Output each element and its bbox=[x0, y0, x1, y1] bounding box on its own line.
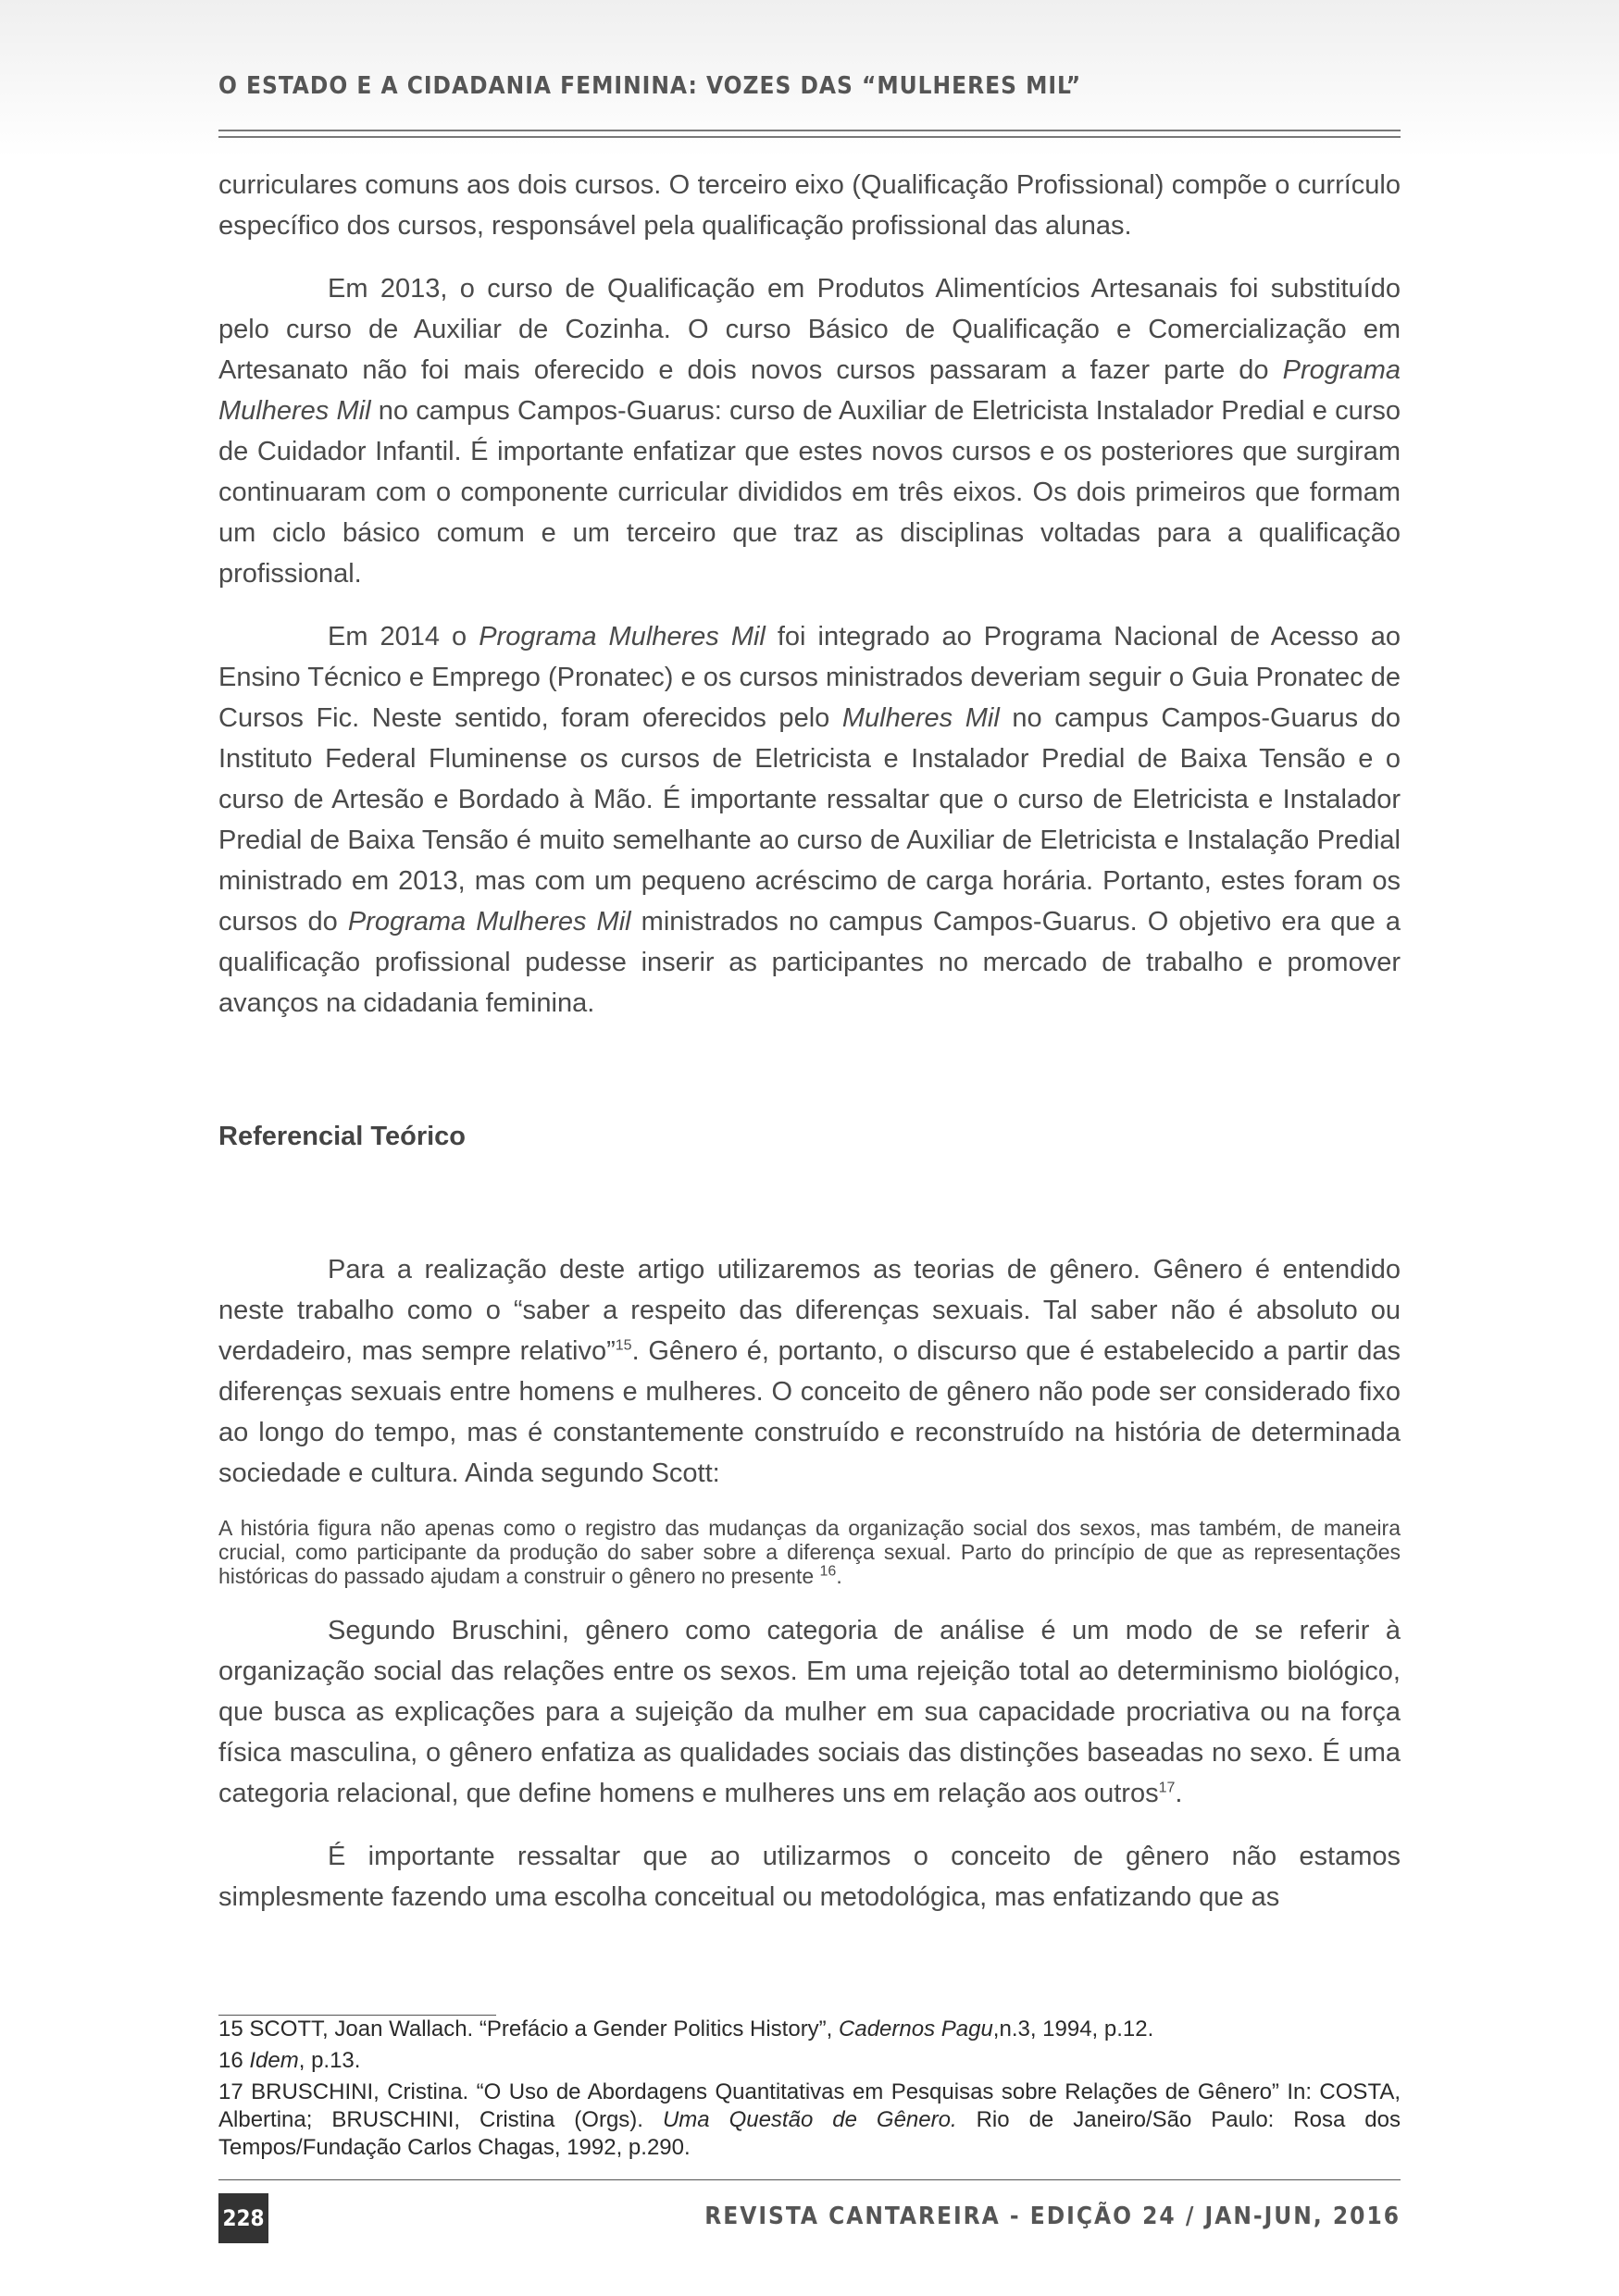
footnote-ref-15: 15 bbox=[615, 1337, 632, 1354]
running-header: O ESTADO E A CIDADANIA FEMININA: VOZES DAS “MULHERES MIL” bbox=[218, 72, 1082, 100]
paragraph-1: curriculares comuns aos dois cursos. O terceiro eixo (Qualificação Profissional) compõe o currículo específico dos cursos, responsável pela qualificação profissional das alunas. bbox=[218, 170, 1401, 241]
footnote-16: 16 Idem, p.13. bbox=[218, 2048, 361, 2073]
footnote-ref-17: 17 bbox=[1158, 1780, 1176, 1796]
footnotes bbox=[218, 2016, 1401, 2166]
footnote-17: 17 BRUSCHINI, Cristina. “O Uso de Abordagens Quantitativas em Pesquisas sobre Relações de Gênero” In: COSTA, Albertina; BRUSCHINI, Cristina (Orgs). Uma Questão de Gênero. Rio de Janeiro/São Paulo: Rosa dos Tempos/Fundação Carlos Chagas, 1992, p.290. bbox=[218, 2079, 1401, 2160]
page-number: 228 bbox=[218, 2193, 268, 2243]
paragraph-6: É importante ressaltar que ao utilizarmos o conceito de gênero não estamos simplesmente fazendo uma escolha conceitual ou metodológica, mas enfatizando que as bbox=[218, 1842, 1401, 1912]
paragraph-4: Para a realização deste artigo utilizaremos as teorias de gênero. Gênero é entendido neste trabalho como o “saber a respeito das diferenças sexuais. Tal saber não é absoluto ou verdadeiro, mas sempre relativo”$^{15}$. Gênero é, portanto, o discurso que é estabelecido a partir das diferenças sexuais entre homens e mulheres. O conceito de gênero não pode ser considerado fixo ao longo do tempo, mas é constantemente construído e reconstruído na história de determinada sociedade e cultura. Ainda segundo Scott: bbox=[218, 1255, 1401, 1488]
paragraph-3: Em 2014 o Programa Mulheres Mil foi integrado ao Programa Nacional de Acesso ao Ensino Técnico e Emprego (Pronatec) e os cursos ministrados deveriam seguir o Guia Pronatec de Cursos Fic. Neste sentido, foram oferecidos pelo Mulheres Mil no campus Campos-Guarus do Instituto Federal Fluminense os cursos de Eletricista e Instalador Predial de Baixa Tensão e o curso de Artesão e Bordado à Mão. É importante ressaltar que o curso de Eletricista e Instalador Predial de Baixa Tensão é muito semelhante ao curso de Auxiliar de Eletricista e Instalação Predial ministrado em 2013, mas com um pequeno acréscimo de carga horária. Portanto, estes foram os cursos do Programa Mulheres Mil ministrados no campus Campos-Guarus. O objetivo era que a qualificação profissional pudesse inserir as participantes no mercado de trabalho e promover avanços na cidadania feminina. bbox=[218, 622, 1401, 1018]
paragraph-2: Em 2013, o curso de Qualificação em Produtos Alimentícios Artesanais foi substituído pelo curso de Auxiliar de Cozinha. O curso Básico de Qualificação e Comercialização em Artesanato não foi mais oferecido e dois novos cursos passaram a fazer parte do Programa Mulheres Mil no campus Campos-Guarus: curso de Auxiliar de Eletricista Instalador Predial e curso de Cuidador Infantil. É importante enfatizar que estes novos cursos e os posteriores que surgiram continuaram com o componente curricular divididos em três eixos. Os dois primeiros que formam um ciclo básico comum e um terceiro que traz as disciplinas voltadas para a qualificação profissional. bbox=[218, 274, 1401, 589]
header-rule-top bbox=[218, 130, 1401, 131]
footnote-ref-16: 16 bbox=[819, 1563, 837, 1580]
paragraph-5: Segundo Bruschini, gênero como categoria de análise é um modo de se referir à organização social das relações entre os sexos. Em uma rejeição total ao determinismo biológico, que busca as explicações para a sujeição da mulher em sua capacidade procriativa ou na força física masculina, o gênero enfatiza as qualidades sociais das distinções baseadas no sexo. É uma categoria relacional, que define homens e mulheres uns em relação aos outros$^{17}$. bbox=[218, 1616, 1401, 1808]
section-heading: Referencial Teórico bbox=[218, 1122, 467, 1151]
header-rule-bottom bbox=[218, 136, 1401, 138]
journal-footer: REVISTA CANTAREIRA - EDIÇÃO 24 / JAN-JUN, 2016 bbox=[704, 2203, 1401, 2230]
article-body bbox=[218, 165, 1401, 1940]
footnote-15: 15 SCOTT, Joan Wallach. “Prefácio a Gender Politics History”, Cadernos Pagu,n.3, 1994, p.12. bbox=[218, 2017, 1154, 2042]
footer-rule bbox=[218, 2179, 1401, 2180]
block-quote: A história figura não apenas como o registro das mudanças da organização social dos sexos, mas também, de maneira crucial, como participante da produção do saber sobre a diferença sexual. Parto do princípio de que as representações históricas do passado ajudam a construir o gênero no presente $^{16}$. bbox=[218, 1516, 1401, 1588]
